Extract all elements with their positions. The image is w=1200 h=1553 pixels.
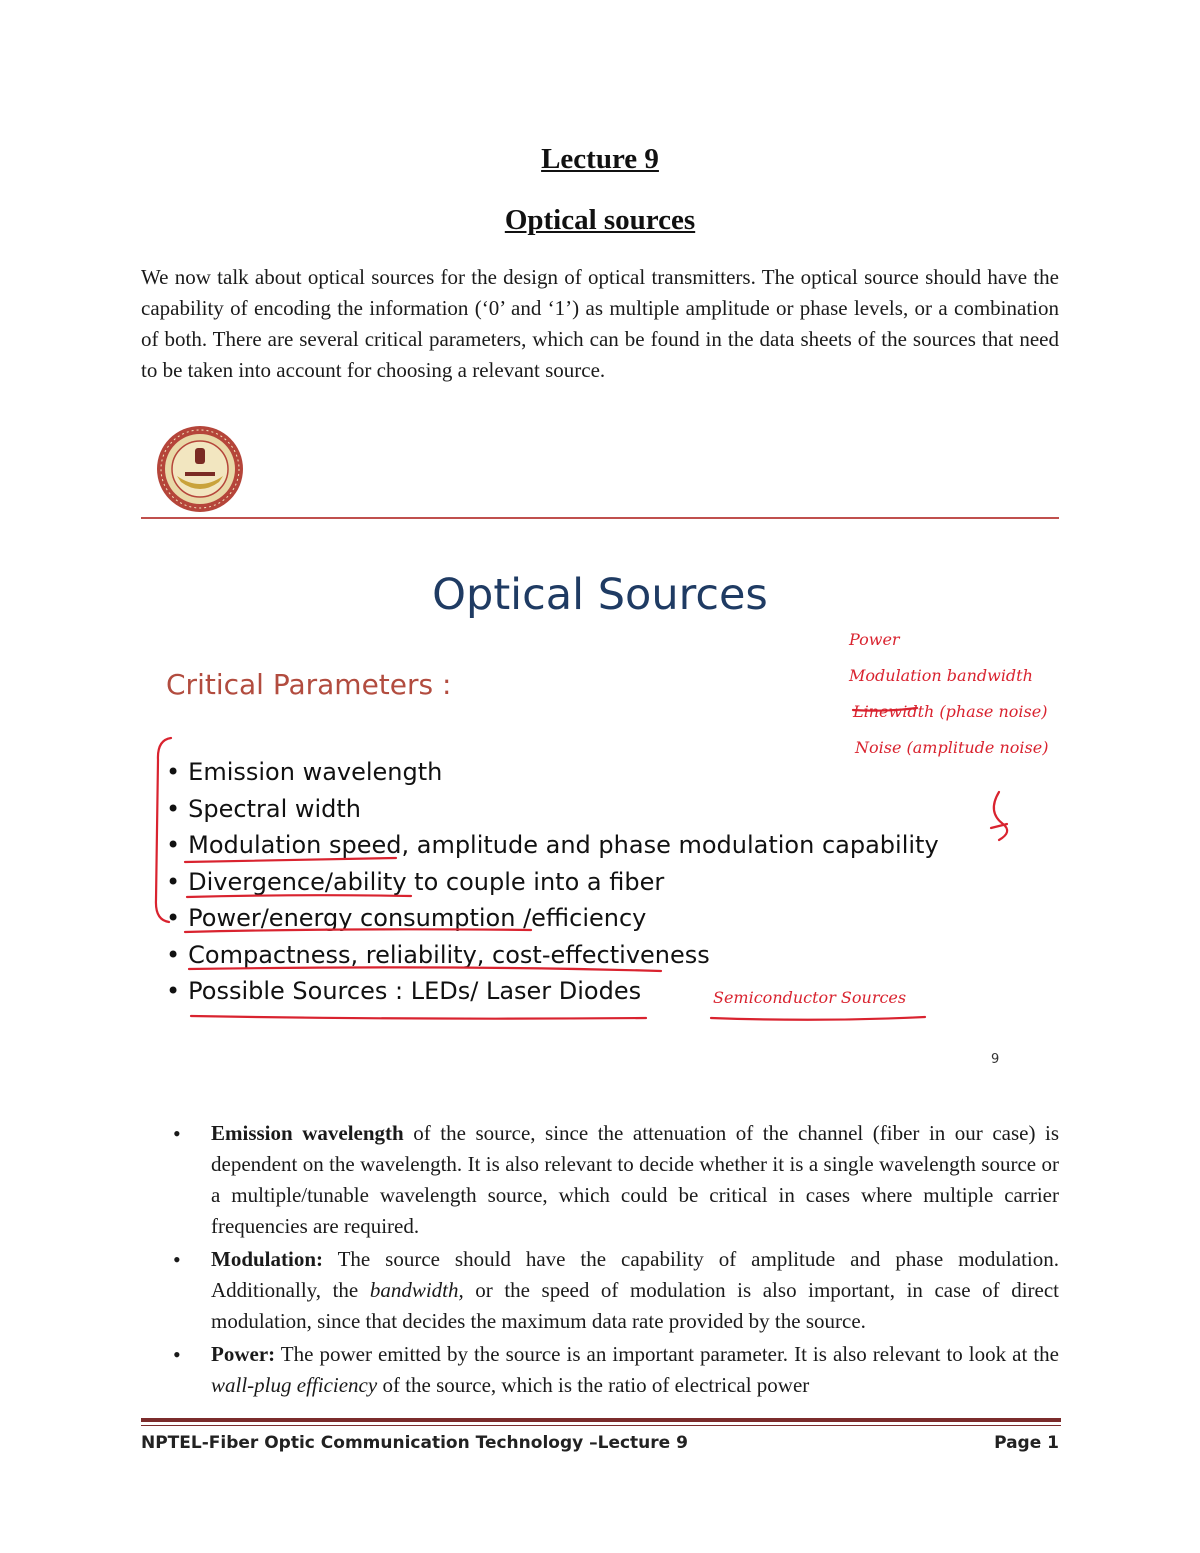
footer-rule-thin [141, 1425, 1061, 1426]
note-power: Power [849, 630, 900, 649]
critical-parameters-heading: Critical Parameters : [166, 668, 452, 701]
detail-text: or the speed of modulation is also important, in case of direct modulation, since that decides the maximum data rate provided by the source. [211, 1278, 1059, 1333]
slide-number: 9 [991, 1052, 1000, 1067]
term-power: Power: [211, 1342, 276, 1366]
term-modulation: Modulation: [211, 1247, 324, 1271]
detail-text: The source should have the capability of amplitude and phase modulation. Additionally, the [211, 1247, 1059, 1302]
list-item [165, 1339, 1059, 1401]
slide-bullet: • Compactness, reliability, cost-effectiveness [166, 937, 939, 974]
list-item [165, 1244, 1059, 1337]
footer-page-number: Page 1 [994, 1433, 1059, 1453]
section-title: Optical sources [504, 204, 696, 236]
lecture-title: Lecture 9 [541, 143, 659, 175]
slide-bullet: • Emission wavelength [166, 754, 939, 791]
slide-title: Optical Sources [432, 570, 768, 620]
slide-bullet: • Divergence/ability to couple into a fiber [166, 864, 939, 901]
intro-paragraph: We now talk about optical sources for the design of optical transmitters. The optical source should have the capability of encoding the information (‘0’ and ‘1’) as multiple amplitude or phase levels, or a combination of both. There are several critical parameters, which can be found in the data sheets of the sources that need to be taken into account for choosing a relevant source. [141, 265, 1059, 382]
slide-bullet: • Power/energy consumption /efficiency [166, 900, 939, 937]
note-modulation-bandwidth: Modulation bandwidth [849, 666, 1033, 685]
parameter-details-list [165, 1118, 1059, 1403]
slide-bullet: • Spectral width [166, 791, 939, 828]
slide-bullet: • Possible Sources : LEDs/ Laser Diodes [166, 973, 939, 1010]
detail-text: of the source, since the attenuation of the channel (fiber in our case) is dependent on the wavelength. It is also relevant to decide whether it is a single wavelength source or a multiple/tunable wavelength source, which could be critical in cases where multiple carrier frequencies are required. [211, 1121, 1059, 1238]
slide-bullet: • Modulation speed, amplitude and phase modulation capability [166, 827, 939, 864]
footer-course-title: NPTEL-Fiber Optic Communication Technology –Lecture 9 [141, 1433, 688, 1453]
note-noise: Noise (amplitude noise) [855, 738, 1049, 757]
list-item [165, 1118, 1059, 1242]
footer-rule [141, 1418, 1061, 1422]
lecture-slide [141, 420, 1059, 1080]
detail-italic: bandwidth, [369, 1278, 464, 1302]
detail-italic: wall-plug efficiency [211, 1373, 378, 1397]
note-semiconductor-sources: Semiconductor Sources [713, 988, 907, 1007]
detail-text: of the source, which is the ratio of electrical power [377, 1373, 810, 1397]
detail-text: The power emitted by the source is an important parameter. It is also relevant to look at the [275, 1342, 1059, 1366]
note-linewidth: Linewidth (phase noise) [853, 702, 1048, 721]
term-emission-wavelength: Emission wavelength [211, 1121, 404, 1145]
